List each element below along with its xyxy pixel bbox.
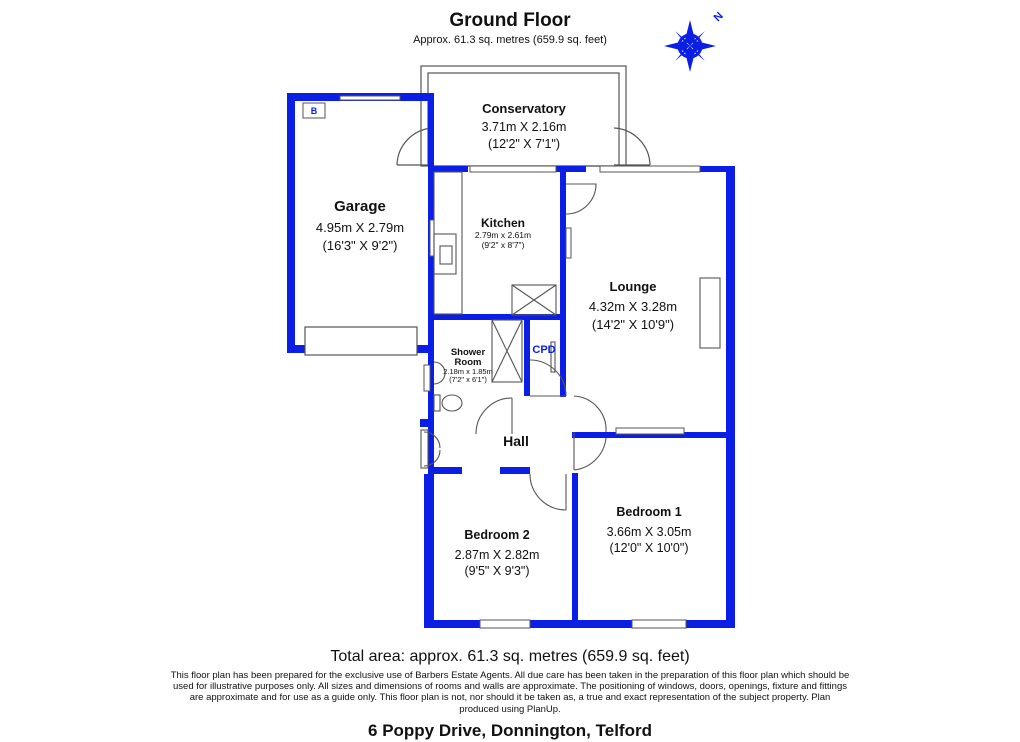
room-imperial: (9'2" x 8'7"): [481, 240, 525, 250]
room-imperial: (7'2" x 6'1"): [449, 375, 487, 384]
room-metric: 2.18m x 1.85m: [443, 367, 493, 376]
room-conservatory: [482, 101, 567, 151]
room-imperial: (12'2" X 7'1"): [487, 137, 561, 151]
room-imperial: (9'5" X 9'3"): [464, 564, 530, 578]
disclaimer-text: This floor plan has been prepared for the exclusive use of Barbers Estate Agents. All due care has been taken in the preparation of this floor plan which should be used for illustrative purposes only. All sizes and dimensions of rooms and walls are approximate. The positioning of windows, doors, openings, fixture and fittings are approximate and for use as a guide only. This floor plan is not, nor should it be taken as, a true and exact representation of the subject property. Plan produced using PlanUp.: [170, 670, 850, 715]
room-bedroom2: [455, 528, 540, 578]
room-bedroom1: [607, 505, 692, 555]
room-metric: 2.79m x 2.61m: [474, 230, 532, 240]
room-name: Bedroom 1: [616, 505, 682, 519]
room-metric: 3.66m X 3.05m: [606, 525, 692, 539]
room-imperial: (16'3" X 9'2"): [322, 238, 398, 253]
compass-icon: [664, 20, 716, 72]
room-name-line2: Room: [454, 357, 482, 368]
boiler-label: B: [310, 106, 318, 116]
floor-title: Ground Floor: [449, 10, 571, 31]
room-imperial: (14'2" X 10'9"): [591, 317, 675, 332]
room-name: Garage: [334, 198, 386, 215]
room-metric: 4.95m X 2.79m: [315, 220, 405, 235]
room-shower: [443, 348, 493, 384]
room-name: Kitchen: [480, 216, 526, 230]
property-address: 6 Poppy Drive, Donnington, Telford: [368, 721, 652, 740]
room-garage: [316, 198, 404, 253]
garage-door: [305, 327, 417, 355]
room-name-line1: Shower: [450, 347, 486, 358]
floor-area-subtitle: Approx. 61.3 sq. metres (659.9 sq. feet): [413, 34, 607, 46]
room-name: Bedroom 2: [464, 528, 530, 542]
doors-fixtures: [421, 172, 720, 510]
room-cpd: CPD: [532, 344, 556, 356]
compass-north-label: N: [711, 10, 726, 25]
room-name: Lounge: [609, 279, 657, 294]
room-hall: Hall: [503, 433, 529, 449]
room-name: Conservatory: [482, 101, 566, 116]
room-metric: 2.87m X 2.82m: [454, 548, 540, 562]
room-kitchen: [475, 216, 531, 250]
garage-window: [340, 96, 400, 100]
room-lounge: [589, 279, 677, 332]
total-area: Total area: approx. 61.3 sq. metres (659.9 sq. feet): [330, 648, 690, 665]
room-metric: 4.32m X 3.28m: [588, 299, 678, 314]
room-metric: 3.71m X 2.16m: [481, 120, 567, 134]
room-imperial: (12'0" X 10'0"): [609, 541, 689, 555]
